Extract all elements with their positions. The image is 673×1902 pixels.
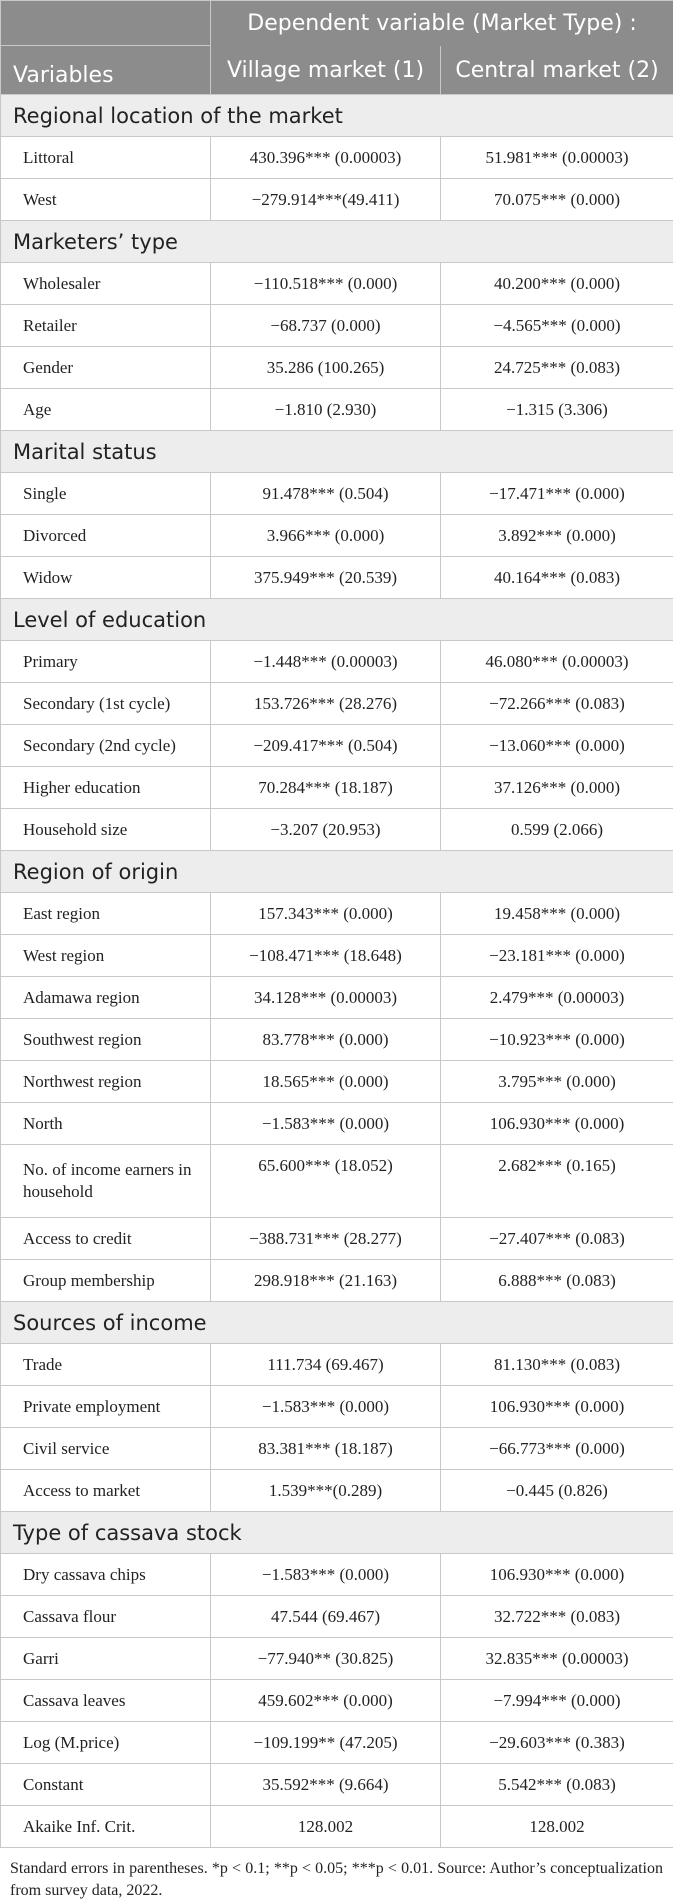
village-market-value-cell: 34.128*** (0.00003) [211, 977, 441, 1019]
central-market-value-cell: −0.445 (0.826) [441, 1470, 673, 1512]
variable-name-cell: East region [1, 893, 211, 935]
village-market-value-cell: 18.565*** (0.000) [211, 1061, 441, 1103]
table-row [1, 347, 673, 389]
village-market-value-cell: −279.914***(49.411) [211, 179, 441, 221]
section-title: Marital status [1, 431, 673, 473]
village-market-value-cell: 35.286 (100.265) [211, 347, 441, 389]
section-title: Level of education [1, 599, 673, 641]
table-row [1, 1344, 673, 1386]
central-market-value-cell: 3.795*** (0.000) [441, 1061, 673, 1103]
section-header-row [1, 221, 673, 263]
variable-name-cell: Access to market [1, 1470, 211, 1512]
variable-name-cell: No. of income earners in household [1, 1145, 211, 1218]
village-market-value-cell: 1.539***(0.289) [211, 1470, 441, 1512]
table-row [1, 977, 673, 1019]
variable-name-cell: Secondary (2nd cycle) [1, 725, 211, 767]
variable-name-cell: West region [1, 935, 211, 977]
central-market-value-cell: −10.923*** (0.000) [441, 1019, 673, 1061]
table-row [1, 641, 673, 683]
central-market-value-cell: 128.002 [441, 1806, 673, 1848]
variable-name-cell: Northwest region [1, 1061, 211, 1103]
table-row [1, 1554, 673, 1596]
table-row [1, 473, 673, 515]
table-row [1, 1806, 673, 1848]
village-market-value-cell: 70.284*** (18.187) [211, 767, 441, 809]
variable-name-cell: Gender [1, 347, 211, 389]
village-market-value-cell: 111.734 (69.467) [211, 1344, 441, 1386]
village-market-value-cell: 153.726*** (28.276) [211, 683, 441, 725]
table-row [1, 683, 673, 725]
village-market-value-cell: 47.544 (69.467) [211, 1596, 441, 1638]
village-market-value-cell: −209.417*** (0.504) [211, 725, 441, 767]
variable-name-cell: Log (M.price) [1, 1722, 211, 1764]
village-market-value-cell: −1.583*** (0.000) [211, 1103, 441, 1145]
table-row [1, 557, 673, 599]
table-row [1, 935, 673, 977]
section-header-row [1, 1512, 673, 1554]
village-market-value-cell: −1.448*** (0.00003) [211, 641, 441, 683]
table-row [1, 1386, 673, 1428]
variable-name-cell: Cassava flour [1, 1596, 211, 1638]
village-market-value-cell: 157.343*** (0.000) [211, 893, 441, 935]
section-title: Regional location of the market [1, 95, 673, 137]
central-market-header: Central market (2) [441, 46, 673, 95]
central-market-value-cell: −17.471*** (0.000) [441, 473, 673, 515]
table-row [1, 1638, 673, 1680]
central-market-value-cell: 32.835*** (0.00003) [441, 1638, 673, 1680]
variable-name-cell: Southwest region [1, 1019, 211, 1061]
table-row [1, 1260, 673, 1302]
table-row [1, 1145, 673, 1218]
variable-name-cell: Access to credit [1, 1218, 211, 1260]
village-market-value-cell: −108.471*** (18.648) [211, 935, 441, 977]
central-market-value-cell: 24.725*** (0.083) [441, 347, 673, 389]
table-row [1, 809, 673, 851]
central-market-value-cell: −66.773*** (0.000) [441, 1428, 673, 1470]
variable-name-cell: Constant [1, 1764, 211, 1806]
table-row [1, 725, 673, 767]
village-market-value-cell: 3.966*** (0.000) [211, 515, 441, 557]
table-row [1, 1680, 673, 1722]
central-market-value-cell: 46.080*** (0.00003) [441, 641, 673, 683]
variable-name-cell: Private employment [1, 1386, 211, 1428]
variable-name-cell: Higher education [1, 767, 211, 809]
table-row [1, 767, 673, 809]
variable-name-cell: Primary [1, 641, 211, 683]
village-market-value-cell: −3.207 (20.953) [211, 809, 441, 851]
variable-name-cell: Single [1, 473, 211, 515]
section-header-row [1, 599, 673, 641]
table-row [1, 1722, 673, 1764]
table-row [1, 1019, 673, 1061]
variable-name-cell: Akaike Inf. Crit. [1, 1806, 211, 1848]
section-header-row [1, 95, 673, 137]
village-market-value-cell: −388.731*** (28.277) [211, 1218, 441, 1260]
table-row [1, 1103, 673, 1145]
central-market-value-cell: 81.130*** (0.083) [441, 1344, 673, 1386]
variable-name-cell: Group membership [1, 1260, 211, 1302]
village-market-value-cell: −109.199** (47.205) [211, 1722, 441, 1764]
central-market-value-cell: −4.565*** (0.000) [441, 305, 673, 347]
table-row [1, 515, 673, 557]
variable-name-cell: Divorced [1, 515, 211, 557]
section-title: Type of cassava stock [1, 1512, 673, 1554]
village-market-value-cell: 83.778*** (0.000) [211, 1019, 441, 1061]
central-market-value-cell: −27.407*** (0.083) [441, 1218, 673, 1260]
central-market-value-cell: 40.164*** (0.083) [441, 557, 673, 599]
central-market-value-cell: 19.458*** (0.000) [441, 893, 673, 935]
variable-name-cell: Dry cassava chips [1, 1554, 211, 1596]
variable-name-cell: Secondary (1st cycle) [1, 683, 211, 725]
central-market-value-cell: 40.200*** (0.000) [441, 263, 673, 305]
central-market-value-cell: 6.888*** (0.083) [441, 1260, 673, 1302]
table-row [1, 1470, 673, 1512]
table-row [1, 137, 673, 179]
table-row [1, 389, 673, 431]
variable-name-cell: Cassava leaves [1, 1680, 211, 1722]
central-market-value-cell: −29.603*** (0.383) [441, 1722, 673, 1764]
village-market-header: Village market (1) [211, 46, 441, 95]
variable-name-cell: Littoral [1, 137, 211, 179]
variable-name-cell: Civil service [1, 1428, 211, 1470]
variable-name-cell: Garri [1, 1638, 211, 1680]
dependent-variable-header: Dependent variable (Market Type) : [211, 1, 673, 46]
variables-header: Variables [1, 46, 211, 95]
table-body [1, 95, 673, 1848]
section-header-row [1, 1302, 673, 1344]
header-blank-cell [1, 1, 211, 46]
table-row [1, 263, 673, 305]
variable-name-cell: Wholesaler [1, 263, 211, 305]
village-market-value-cell: 35.592*** (9.664) [211, 1764, 441, 1806]
section-header-row [1, 431, 673, 473]
table-row [1, 1061, 673, 1103]
table-row [1, 1596, 673, 1638]
section-title: Marketers’ type [1, 221, 673, 263]
table-row [1, 1428, 673, 1470]
table-row [1, 1764, 673, 1806]
variable-name-cell: Age [1, 389, 211, 431]
village-market-value-cell: 430.396*** (0.00003) [211, 137, 441, 179]
village-market-value-cell: −1.583*** (0.000) [211, 1386, 441, 1428]
village-market-value-cell: −1.810 (2.930) [211, 389, 441, 431]
central-market-value-cell: −72.266*** (0.083) [441, 683, 673, 725]
central-market-value-cell: 51.981*** (0.00003) [441, 137, 673, 179]
central-market-value-cell: 106.930*** (0.000) [441, 1554, 673, 1596]
table-row [1, 893, 673, 935]
variable-name-cell: Household size [1, 809, 211, 851]
central-market-value-cell: −23.181*** (0.000) [441, 935, 673, 977]
variable-name-cell: Widow [1, 557, 211, 599]
variable-name-cell: West [1, 179, 211, 221]
variable-name-cell: Trade [1, 1344, 211, 1386]
central-market-value-cell: 32.722*** (0.083) [441, 1596, 673, 1638]
village-market-value-cell: 65.600*** (18.052) [211, 1145, 441, 1218]
village-market-value-cell: 375.949*** (20.539) [211, 557, 441, 599]
central-market-value-cell: 106.930*** (0.000) [441, 1103, 673, 1145]
village-market-value-cell: 459.602*** (0.000) [211, 1680, 441, 1722]
village-market-value-cell: −77.940** (30.825) [211, 1638, 441, 1680]
village-market-value-cell: 91.478*** (0.504) [211, 473, 441, 515]
variable-name-cell: Adamawa region [1, 977, 211, 1019]
central-market-value-cell: 106.930*** (0.000) [441, 1386, 673, 1428]
table-row [1, 179, 673, 221]
village-market-value-cell: 128.002 [211, 1806, 441, 1848]
village-market-value-cell: −110.518*** (0.000) [211, 263, 441, 305]
section-header-row [1, 851, 673, 893]
section-title: Region of origin [1, 851, 673, 893]
central-market-value-cell: 3.892*** (0.000) [441, 515, 673, 557]
central-market-value-cell: −7.994*** (0.000) [441, 1680, 673, 1722]
table-row [1, 1218, 673, 1260]
table-footnote: Standard errors in parentheses. *p < 0.1; **p < 0.05; ***p < 0.01. Source: Author’s conceptualization from survey data, 2022. [10, 1860, 663, 1899]
variable-name-cell: Retailer [1, 305, 211, 347]
central-market-value-cell: 2.682*** (0.165) [441, 1145, 673, 1218]
table-header [1, 1, 673, 95]
village-market-value-cell: −68.737 (0.000) [211, 305, 441, 347]
central-market-value-cell: 0.599 (2.066) [441, 809, 673, 851]
central-market-value-cell: 37.126*** (0.000) [441, 767, 673, 809]
variable-name-cell: North [1, 1103, 211, 1145]
central-market-value-cell: 5.542*** (0.083) [441, 1764, 673, 1806]
village-market-value-cell: 298.918*** (21.163) [211, 1260, 441, 1302]
table-row [1, 305, 673, 347]
central-market-value-cell: 2.479*** (0.00003) [441, 977, 673, 1019]
section-title: Sources of income [1, 1302, 673, 1344]
village-market-value-cell: −1.583*** (0.000) [211, 1554, 441, 1596]
central-market-value-cell: −1.315 (3.306) [441, 389, 673, 431]
central-market-value-cell: −13.060*** (0.000) [441, 725, 673, 767]
central-market-value-cell: 70.075*** (0.000) [441, 179, 673, 221]
village-market-value-cell: 83.381*** (18.187) [211, 1428, 441, 1470]
